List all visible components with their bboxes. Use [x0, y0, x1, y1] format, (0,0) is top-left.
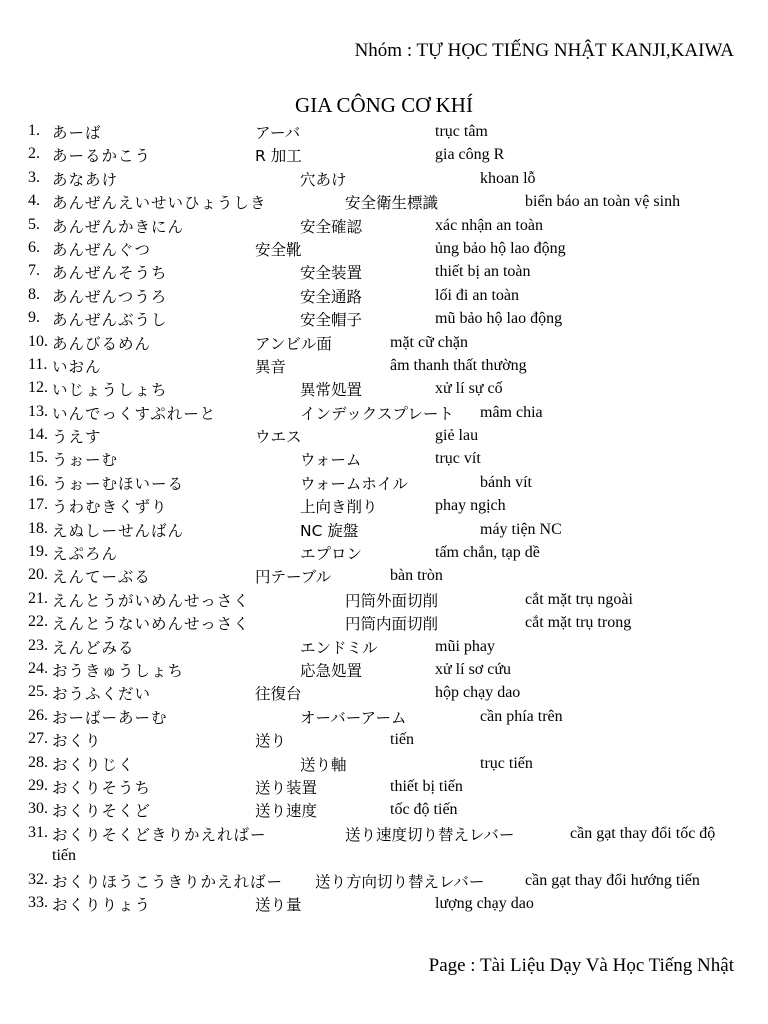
entry-vietnamese: thiết bị tiến: [390, 777, 463, 795]
entry-number: 28.: [28, 753, 48, 771]
entry-kanji: 異音: [255, 357, 287, 376]
entry-vietnamese: tấm chắn, tạp dề: [435, 544, 540, 562]
entry-number: 26.: [28, 706, 48, 724]
entry-number: 14.: [28, 426, 48, 444]
entry-kanji: 送り速度: [255, 802, 318, 821]
vocab-entry: [0, 752, 768, 775]
vocab-entry: [0, 167, 768, 190]
entry-number: 20.: [28, 566, 48, 584]
vocab-entry: [0, 635, 768, 658]
entry-hiragana: あんびるめん: [52, 334, 152, 353]
entry-hiragana: うぉーむ: [52, 451, 119, 470]
entry-vietnamese: tiến: [390, 731, 414, 749]
entry-number: 25.: [28, 683, 48, 701]
entry-vietnamese: hộp chạy dao: [435, 684, 521, 702]
vocab-entry: [0, 354, 768, 377]
entry-hiragana: いんでっくすぷれーと: [52, 404, 217, 423]
entry-hiragana: おくりほうこうきりかえればー: [52, 872, 284, 891]
entry-vietnamese: ủng bảo hộ lao động: [435, 239, 566, 257]
entry-vietnamese: cần gạt thay đổi tốc độ: [570, 824, 716, 842]
vocab-entry: [0, 447, 768, 470]
entry-vietnamese: máy tiện NC: [480, 520, 562, 538]
entry-kanji: 送り速度切り替えレバー: [345, 825, 515, 844]
entry-kanji: 安全確認: [300, 217, 363, 236]
vocab-entry: [0, 728, 768, 751]
entry-hiragana: あんぜんそうち: [52, 264, 168, 283]
entry-kanji: アーバ: [255, 124, 301, 142]
vocab-entry: [0, 681, 768, 704]
entry-vietnamese: trục tâm: [435, 123, 488, 140]
vocab-entry: [0, 705, 768, 728]
entry-kanji: ウォームホイル: [300, 474, 408, 493]
entry-hiragana: おくりそうち: [52, 778, 152, 797]
vocab-entry: [0, 120, 768, 143]
vocab-entry: [0, 541, 768, 564]
entry-kanji: 送り量: [255, 896, 302, 915]
entry-number: 9.: [28, 309, 40, 327]
vocab-entry: [0, 424, 768, 447]
entry-hiragana: うぉーむほいーる: [52, 474, 185, 493]
entry-hiragana: あーば: [52, 124, 102, 142]
entry-hiragana: えんとうないめんせっさく: [52, 615, 250, 634]
entry-number: 1.: [28, 122, 40, 139]
group-header: Nhóm : TỰ HỌC TIẾNG NHẬT KANJI,KAIWA: [354, 40, 734, 61]
entry-kanji: 穴あけ: [300, 170, 347, 189]
entry-hiragana: あんぜんかきにん: [52, 217, 185, 236]
entry-hiragana: あんぜんえいせいひょうしき: [52, 194, 267, 213]
vocab-entry: [0, 284, 768, 307]
entry-number: 5.: [28, 215, 40, 233]
entry-number: 19.: [28, 543, 48, 561]
entry-kanji: 円テーブル: [255, 568, 332, 587]
entry-number: 30.: [28, 800, 48, 818]
entry-number: 7.: [28, 262, 40, 280]
entry-vietnamese: lượng chạy dao: [435, 895, 534, 913]
entry-hiragana: あんぜんぶうし: [52, 311, 168, 330]
entry-vietnamese: cắt mặt trụ ngoài: [525, 590, 633, 608]
entry-vietnamese: phay ngịch: [435, 497, 506, 515]
entry-vietnamese: bánh vít: [480, 473, 532, 491]
entry-vietnamese: thiết bị an toàn: [435, 263, 531, 281]
entry-kanji: 安全帽子: [300, 311, 363, 330]
entry-hiragana: えんてーぶる: [52, 568, 151, 587]
entry-hiragana: おくりそくどきりかえればー: [52, 825, 267, 844]
vocab-entry: [0, 471, 768, 494]
entry-vietnamese: xử lí sơ cứu: [435, 660, 512, 678]
entry-vietnamese: lối đi an toàn: [435, 286, 519, 304]
entry-vietnamese: bàn tròn: [390, 567, 443, 585]
vocab-entry: [0, 588, 768, 611]
entry-hiragana: おーばーあーむ: [52, 708, 168, 727]
entry-kanji: 送り装置: [255, 778, 318, 797]
vocab-entry: [0, 214, 768, 237]
entry-number: 15.: [28, 449, 48, 467]
entry-hiragana: おくりじく: [52, 755, 135, 774]
entry-kanji: エプロン: [300, 545, 363, 564]
entry-number: 17.: [28, 496, 48, 514]
entry-vietnamese: mâm chia: [480, 403, 543, 421]
entry-vietnamese: cắt mặt trụ trong: [525, 614, 632, 632]
entry-kanji: 安全装置: [300, 264, 363, 283]
entry-kanji: R 加工: [255, 147, 302, 166]
entry-kanji: 上向き削り: [300, 498, 378, 517]
entry-kanji: 円筒外面切削: [345, 591, 439, 610]
entry-vietnamese: giẻ lau: [435, 427, 479, 445]
entry-kanji: ウエス: [255, 428, 302, 447]
entry-number: 21.: [28, 589, 48, 607]
entry-vietnamese: cần phía trên: [480, 707, 563, 725]
entry-vietnamese: mũi phay: [435, 637, 495, 655]
entry-hiragana: えぷろん: [52, 545, 119, 564]
entry-kanji: 往復台: [255, 685, 302, 704]
entry-number: 24.: [28, 659, 48, 677]
entry-number: 6.: [28, 238, 40, 256]
entry-hiragana: うえす: [52, 428, 102, 447]
entry-vietnamese: cần gạt thay đổi hướng tiến: [525, 871, 700, 889]
entry-number: 2.: [28, 145, 40, 163]
vocab-entry: [0, 822, 768, 869]
vocab-entry: [0, 494, 768, 517]
entry-vietnamese: trục tiến: [480, 754, 533, 772]
vocab-entry: [0, 611, 768, 634]
entry-kanji: オーバーアーム: [300, 708, 407, 727]
entry-kanji: 安全衛生標識: [345, 194, 439, 213]
entry-number: 22.: [28, 613, 48, 631]
vocab-entry: [0, 518, 768, 541]
document-title: GIA CÔNG CƠ KHÍ: [295, 93, 473, 117]
entry-vietnamese: mặt cữ chặn: [390, 333, 468, 351]
entry-kanji: 送り: [255, 732, 287, 751]
entry-number: 10.: [28, 332, 48, 350]
vocab-entry: [0, 190, 768, 213]
entry-number: 18.: [28, 519, 48, 537]
entry-kanji: 安全靴: [255, 240, 302, 259]
entry-number: 11.: [28, 355, 48, 373]
entry-hiragana: おうきゅうしょち: [52, 661, 185, 680]
entry-hiragana: えんどみる: [52, 638, 135, 657]
entry-hiragana: おうふくだい: [52, 685, 152, 704]
entry-number: 27.: [28, 730, 48, 748]
entry-hiragana: いおん: [52, 357, 102, 376]
vocab-entry: [0, 143, 768, 166]
entry-vietnamese-continuation: tiến: [52, 846, 76, 864]
entry-number: 31.: [28, 823, 48, 841]
entry-hiragana: えぬしーせんばん: [52, 521, 185, 540]
entry-number: 13.: [28, 402, 48, 420]
entry-kanji: NC 旋盤: [300, 521, 359, 540]
entry-hiragana: うわむきくずり: [52, 498, 168, 517]
vocab-entry: [0, 658, 768, 681]
vocab-entry: [0, 377, 768, 400]
vocab-entry: [0, 775, 768, 798]
vocab-entry: [0, 798, 768, 821]
entry-hiragana: あんぜんつうろ: [52, 287, 168, 306]
entry-number: 16.: [28, 472, 48, 490]
entry-number: 33.: [28, 894, 48, 912]
entry-number: 29.: [28, 776, 48, 794]
entry-vietnamese: mũ bảo hộ lao động: [435, 310, 563, 328]
entry-number: 3.: [28, 168, 40, 186]
entry-vietnamese: trục vít: [435, 450, 481, 468]
vocab-entry: [0, 260, 768, 283]
vocab-entry: [0, 401, 768, 424]
vocab-entry: [0, 869, 768, 892]
entry-number: 23.: [28, 636, 48, 654]
entry-vietnamese: tốc độ tiến: [390, 801, 458, 819]
entry-hiragana: おくり: [52, 732, 102, 751]
entry-kanji: エンドミル: [300, 638, 378, 657]
entry-kanji: 安全通路: [300, 287, 363, 306]
entry-number: 12.: [28, 379, 48, 397]
entry-number: 4.: [28, 192, 40, 210]
entry-number: 32.: [28, 870, 48, 888]
entry-kanji: 送り方向切り替えレバー: [315, 872, 485, 891]
entry-vietnamese: biển báo an toàn vệ sinh: [525, 193, 681, 211]
vocabulary-list: [0, 120, 768, 916]
entry-hiragana: あーるかこう: [52, 147, 152, 166]
entry-vietnamese: xử lí sự cố: [435, 380, 503, 398]
entry-number: 8.: [28, 285, 40, 303]
entry-kanji: 応急処置: [300, 661, 363, 680]
entry-vietnamese: âm thanh thất thường: [390, 356, 527, 374]
entry-hiragana: えんとうがいめんせっさく: [52, 591, 250, 610]
entry-kanji: ウォーム: [300, 451, 362, 470]
entry-vietnamese: xác nhận an toàn: [435, 216, 543, 234]
entry-vietnamese: khoan lỗ: [480, 169, 536, 187]
entry-hiragana: おくりそくど: [52, 802, 152, 821]
entry-hiragana: あんぜんぐつ: [52, 240, 152, 259]
vocab-entry: [0, 331, 768, 354]
entry-kanji: 異常処置: [300, 381, 363, 400]
entry-hiragana: あなあけ: [52, 170, 119, 189]
vocab-entry: [0, 564, 768, 587]
entry-hiragana: いじょうしょち: [52, 381, 168, 400]
page-footer: Page : Tài Liệu Dạy Và Học Tiếng Nhật: [428, 955, 734, 976]
entry-kanji: インデックスプレート: [300, 404, 454, 423]
vocab-entry: [0, 892, 768, 915]
vocab-entry: [0, 307, 768, 330]
entry-kanji: アンビル面: [255, 334, 332, 353]
entry-kanji: 円筒内面切削: [345, 615, 439, 634]
entry-kanji: 送り軸: [300, 755, 347, 774]
entry-vietnamese: gia công R: [435, 146, 505, 164]
entry-hiragana: おくりりょう: [52, 896, 152, 915]
vocab-entry: [0, 237, 768, 260]
